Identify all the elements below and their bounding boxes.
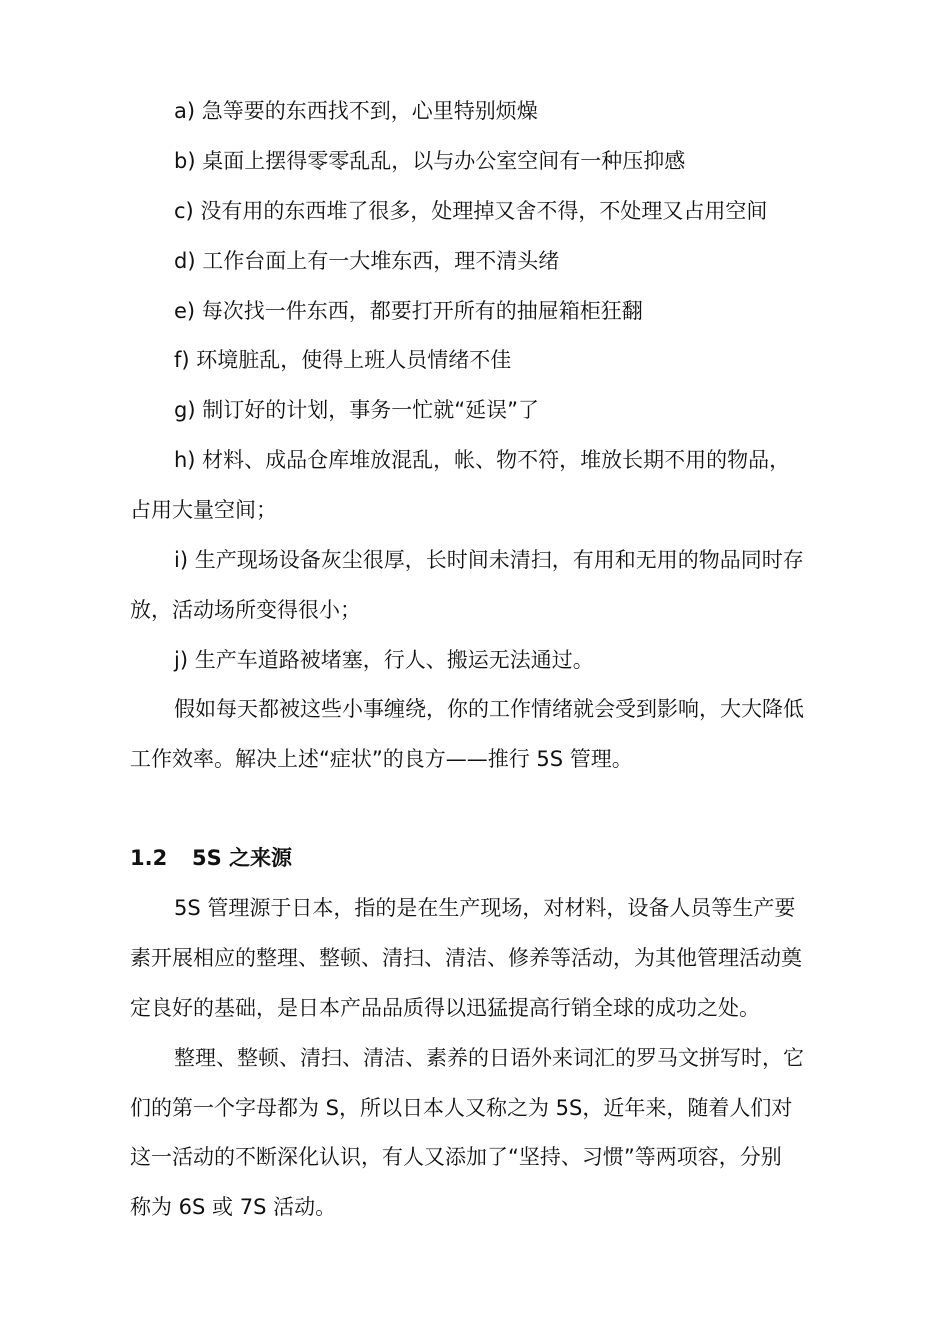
origin-line-3: 定良好的基础，是日本产品品质得以迅猛提高行销全球的成功之处。	[130, 996, 760, 1020]
list-item-d: d) 工作台面上有一大堆东西，理不清头绪	[174, 249, 560, 273]
section-heading	[130, 843, 292, 873]
naming-line-2: 们的第一个字母都为 S，所以日本人又称之为 5S，近年来，随着人们对	[130, 1096, 793, 1120]
list-item-j: j) 生产车道路被堵塞，行人、搬运无法通过。	[174, 648, 594, 672]
list-item-c: c) 没有用的东西堆了很多，处理掉又舍不得，不处理又占用空间	[174, 199, 768, 223]
origin-line-1: 5S 管理源于日本，指的是在生产现场，对材料，设备人员等生产要	[174, 896, 796, 920]
list-item-a: a) 急等要的东西找不到，心里特别烦燥	[174, 99, 538, 123]
list-item-i-line1: i) 生产现场设备灰尘很厚，长时间未清扫，有用和无用的物品同时存	[174, 548, 804, 572]
summary-line-1: 假如每天都被这些小事缠绕，你的工作情绪就会受到影响，大大降低	[174, 697, 804, 721]
section-number: 1.2	[130, 846, 168, 870]
naming-line-4: 称为 6S 或 7S 活动。	[130, 1195, 337, 1219]
naming-line-1: 整理、整顿、清扫、清洁、素养的日语外来词汇的罗马文拼写时，它	[174, 1046, 804, 1070]
list-item-h-line2: 占用大量空间；	[130, 498, 277, 522]
list-item-f: f) 环境脏乱，使得上班人员情绪不佳	[174, 348, 512, 372]
list-item-b: b) 桌面上摆得零零乱乱，以与办公室空间有一种压抑感	[174, 149, 686, 173]
naming-line-3: 这一活动的不断深化认识，有人又添加了“坚持、习惯”等两项容，分别	[130, 1145, 782, 1169]
list-item-e: e) 每次找一件东西，都要打开所有的抽屉箱柜狂翻	[174, 299, 643, 323]
list-item-i-line2: 放，活动场所变得很小；	[130, 598, 361, 622]
summary-line-2: 工作效率。解决上述“症状”的良方——推行 5S 管理。	[130, 747, 633, 771]
list-item-h-line1: h) 材料、成品仓库堆放混乱，帐、物不符，堆放长期不用的物品，	[174, 448, 791, 472]
origin-line-2: 素开展相应的整理、整顿、清扫、清洁、修养等活动，为其他管理活动奠	[130, 946, 802, 970]
section-title: 5S 之来源	[192, 846, 293, 870]
list-item-g: g) 制订好的计划，事务一忙就“延误”了	[174, 398, 539, 422]
